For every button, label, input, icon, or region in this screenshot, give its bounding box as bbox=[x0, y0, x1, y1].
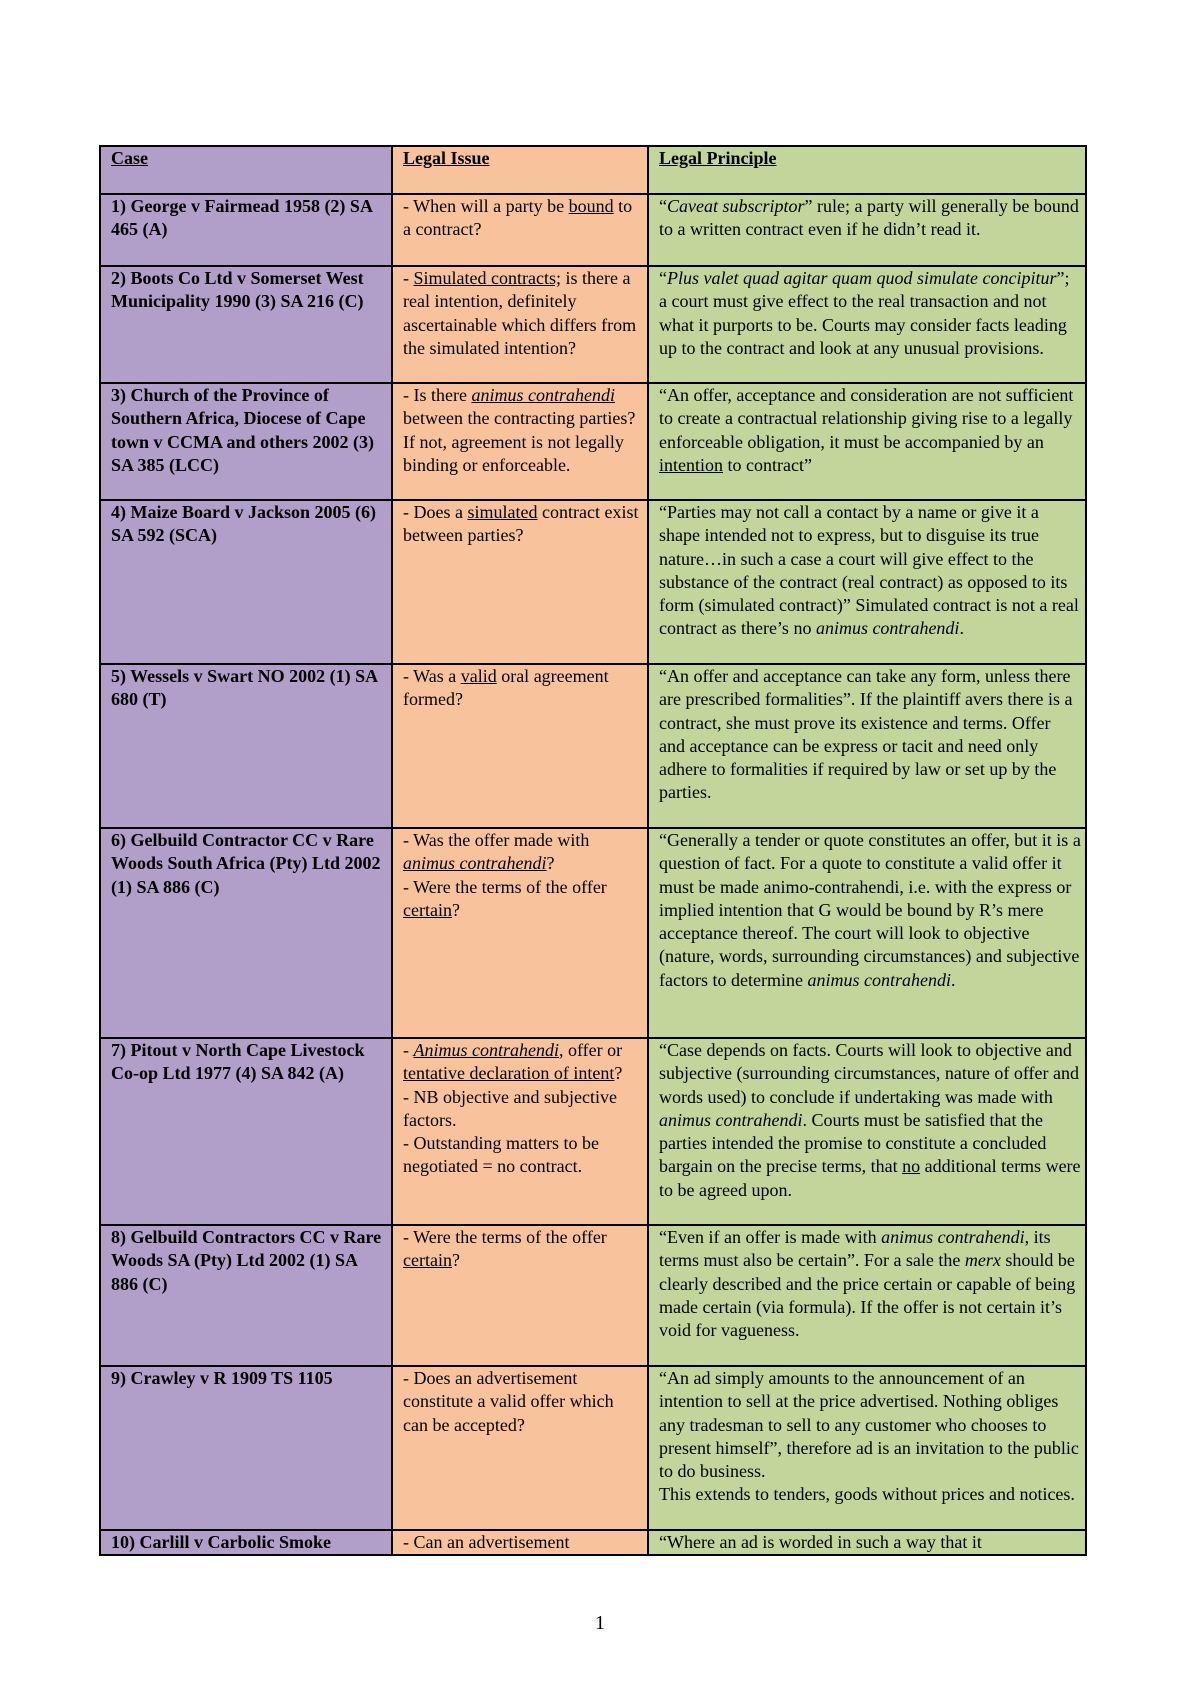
text-run: valid bbox=[460, 666, 497, 686]
text-run: bound bbox=[568, 196, 614, 216]
table-row bbox=[100, 664, 1086, 828]
issue-paragraph bbox=[403, 1531, 643, 1554]
table-row bbox=[100, 1225, 1086, 1366]
text-run: “An ad simply amounts to the announcement of an intention to sell at the price advertised. Nothing obliges any tradesman to sell to any customer who chooses to present himself”, therefore ad is an invitation to the public to do business. bbox=[659, 1368, 1079, 1482]
legal-principle bbox=[648, 828, 1086, 1038]
text-run: no bbox=[902, 1156, 921, 1177]
text-run: animus contrahendi bbox=[815, 618, 960, 639]
text-run: . bbox=[950, 969, 956, 990]
text-run: “An offer and acceptance can take any form, unless there are prescribed formalities”. If the plaintiff avers there is a contract, she must prove its existence and terms. Offer and acceptance can be express or tacit and need only adhere to formalities if required by law or set up by the parties. bbox=[659, 666, 1073, 803]
text-run: intention bbox=[659, 454, 723, 475]
text-run: Simulated contracts; bbox=[413, 268, 561, 288]
text-run: - bbox=[403, 1040, 414, 1060]
text-run: - Can an advertisement bbox=[403, 1532, 570, 1552]
text-run: oral agreement formed? bbox=[403, 666, 609, 710]
legal-principle bbox=[648, 266, 1086, 383]
text-run: ? bbox=[451, 899, 460, 920]
text-run: , its terms must also be certain”. For a sale the bbox=[659, 1227, 1051, 1271]
table-row bbox=[100, 266, 1086, 383]
text-run: merx bbox=[964, 1250, 1001, 1271]
text-run: to a contract? bbox=[403, 196, 633, 240]
header-row bbox=[100, 146, 1086, 194]
text-run: to contract” bbox=[723, 454, 812, 475]
text-run: “ bbox=[659, 196, 667, 216]
text-run: - Were the terms of the offer bbox=[403, 1227, 607, 1247]
text-run: contract exist between parties? bbox=[403, 502, 639, 546]
table-row bbox=[100, 1366, 1086, 1530]
principle-paragraph bbox=[659, 384, 1081, 477]
text-run: ? bbox=[451, 1250, 460, 1271]
text-run: is there a real intention, definitely ascertainable which differs from the simulated intention? bbox=[403, 268, 637, 358]
text-run: - bbox=[403, 268, 414, 288]
text-run: “An offer, acceptance and consideration are not sufficient to create a contractual relationship giving rise to a legally enforceable obligation, it must be accompanied by an bbox=[659, 385, 1074, 452]
case-name: 7) Pitout v North Cape Livestock Co-op Ltd 1977 (4) SA 842 (A) bbox=[100, 1038, 392, 1225]
legal-principle bbox=[648, 1366, 1086, 1530]
table-row bbox=[100, 828, 1086, 1038]
case-name: 6) Gelbuild Contractor CC v Rare Woods South Africa (Pty) Ltd 2002 (1) SA 886 (C) bbox=[100, 828, 392, 1038]
legal-principle bbox=[648, 500, 1086, 664]
text-run: Plus valet quad agitar quam quod simulate concipitur bbox=[667, 268, 1057, 288]
text-run: simulated bbox=[467, 502, 538, 522]
text-run: “Case depends on facts. Courts will look to objective and subjective (surrounding circumstances, nature of offer and words used) to conclude if undertaking was made with bbox=[659, 1040, 1080, 1107]
text-run: certain bbox=[403, 899, 452, 920]
case-table bbox=[99, 145, 1087, 1556]
issue-paragraph bbox=[403, 1039, 643, 1086]
case-name: 2) Boots Co Ltd v Somerset West Municipality 1990 (3) SA 216 (C) bbox=[100, 266, 392, 383]
text-run: - Is there bbox=[403, 385, 472, 405]
case-name: 4) Maize Board v Jackson 2005 (6) SA 592 (SCA) bbox=[100, 500, 392, 664]
text-run: . bbox=[959, 618, 964, 639]
issue-paragraph bbox=[403, 384, 643, 477]
legal-principle bbox=[648, 194, 1086, 266]
issue-paragraph bbox=[403, 195, 643, 242]
text-run: - NB objective and subjective factors. bbox=[403, 1086, 617, 1130]
text-run: animus contrahendi bbox=[403, 853, 547, 874]
principle-paragraph bbox=[659, 501, 1081, 641]
header-case: Case bbox=[100, 146, 392, 194]
issue-paragraph bbox=[403, 1086, 643, 1133]
text-run: This extends to tenders, goods without prices and notices. bbox=[659, 1484, 1075, 1505]
text-run: “ bbox=[659, 268, 667, 288]
legal-issue bbox=[392, 828, 648, 1038]
text-run: ”; a court must give effect to the real transaction and not what it purports to be. Courts may consider facts leading up to the contract and look at any unusual provisions. bbox=[659, 268, 1070, 358]
text-run: animus contrahendi bbox=[881, 1227, 1025, 1247]
issue-paragraph bbox=[403, 1367, 643, 1437]
legal-issue bbox=[392, 1366, 648, 1530]
legal-principle bbox=[648, 1530, 1086, 1555]
legal-issue bbox=[392, 1225, 648, 1366]
legal-issue bbox=[392, 383, 648, 500]
text-run: additional terms were to be agreed upon. bbox=[659, 1156, 1081, 1200]
text-run: “Generally a tender or quote constitutes an offer, but it is a question of fact. For a quote to constitute a valid offer it must be made animo-contrahendi, i.e. with the express or implied intention that G would be bound by R’s mere acceptance thereof. The court will look to objective (nature, words, surrounding circumstances) and subjective factors to determine bbox=[659, 830, 1081, 990]
table-row bbox=[100, 1530, 1086, 1555]
text-run: “Parties may not call a contact by a name or give it a shape intended not to express, but to disguise its true nature…in such a case a court will give effect to the substance of the contract (real contract) as opposed to its form (simulated contract)” Simulated contract is not a real contract as there’s no bbox=[659, 502, 1079, 639]
text-run: ? bbox=[546, 853, 555, 874]
table-row bbox=[100, 1038, 1086, 1225]
principle-paragraph bbox=[659, 1226, 1081, 1342]
legal-issue bbox=[392, 500, 648, 664]
issue-paragraph bbox=[403, 267, 643, 360]
text-run: ? bbox=[614, 1063, 623, 1084]
legal-issue bbox=[392, 1038, 648, 1225]
issue-paragraph bbox=[403, 1226, 643, 1273]
table-row bbox=[100, 383, 1086, 500]
text-run: animus contrahendi bbox=[471, 385, 615, 405]
legal-principle bbox=[648, 664, 1086, 828]
issue-paragraph bbox=[403, 665, 643, 712]
text-run: - Does a bbox=[403, 502, 468, 522]
text-run: - Does an advertisement constitute a valid offer which can be accepted? bbox=[403, 1368, 614, 1435]
table-row bbox=[100, 500, 1086, 664]
legal-issue bbox=[392, 266, 648, 383]
text-run: “Even if an offer is made with bbox=[659, 1227, 882, 1247]
text-run: certain bbox=[403, 1250, 452, 1271]
case-name: 9) Crawley v R 1909 TS 1105 bbox=[100, 1366, 392, 1530]
issue-paragraph bbox=[403, 829, 643, 876]
page-number: 1 bbox=[595, 1612, 605, 1634]
text-run: “Where an ad is worded in such a way that it bbox=[659, 1532, 982, 1552]
principle-paragraph bbox=[659, 195, 1081, 242]
issue-paragraph bbox=[403, 1132, 643, 1179]
text-run: - Was the offer made with bbox=[403, 830, 590, 850]
text-run: between the contracting parties? If not, agreement is not legally binding or enforceable. bbox=[403, 408, 636, 475]
text-run: animus contrahendi bbox=[807, 969, 951, 990]
case-name: 8) Gelbuild Contractors CC v Rare Woods SA (Pty) Ltd 2002 (1) SA 886 (C) bbox=[100, 1225, 392, 1366]
principle-paragraph bbox=[659, 1531, 1081, 1554]
header-legal-issue: Legal Issue bbox=[392, 146, 648, 194]
principle-paragraph bbox=[659, 665, 1081, 805]
table-row bbox=[100, 194, 1086, 266]
text-run: tentative declaration of intent bbox=[403, 1063, 615, 1084]
text-run: ” rule; a party will generally be bound to a written contract even if he didn’t read it. bbox=[659, 196, 1079, 240]
case-name: 1) George v Fairmead 1958 (2) SA 465 (A) bbox=[100, 194, 392, 266]
legal-issue bbox=[392, 664, 648, 828]
legal-principle bbox=[648, 1038, 1086, 1225]
legal-principle bbox=[648, 1225, 1086, 1366]
header-legal-principle: Legal Principle bbox=[648, 146, 1086, 194]
principle-paragraph bbox=[659, 1367, 1081, 1483]
text-run: animus contrahendi bbox=[659, 1109, 803, 1130]
issue-paragraph bbox=[403, 501, 643, 548]
legal-issue bbox=[392, 194, 648, 266]
legal-principle bbox=[648, 383, 1086, 500]
principle-paragraph bbox=[659, 1483, 1081, 1506]
text-run: - Were the terms of the offer bbox=[403, 876, 607, 897]
text-run: . Courts must be satisfied that the parties intended the promise to constitute a concluded bargain on the precise terms, that bbox=[659, 1109, 1047, 1177]
text-run: should be clearly described and the price certain or capable of being made certain (via formula). If the offer is not certain it’s void for vagueness. bbox=[659, 1250, 1076, 1341]
text-run: - Outstanding matters to be negotiated = no contract. bbox=[403, 1133, 599, 1177]
principle-paragraph bbox=[659, 829, 1081, 992]
case-name: 10) Carlill v Carbolic Smoke bbox=[100, 1530, 392, 1555]
text-run: , offer or bbox=[559, 1040, 623, 1060]
case-name: 5) Wessels v Swart NO 2002 (1) SA 680 (T) bbox=[100, 664, 392, 828]
legal-issue bbox=[392, 1530, 648, 1555]
text-run: Caveat subscriptor bbox=[667, 196, 805, 216]
text-run: - When will a party be bbox=[403, 196, 569, 216]
principle-paragraph bbox=[659, 1039, 1081, 1202]
principle-paragraph bbox=[659, 267, 1081, 360]
issue-paragraph bbox=[403, 876, 643, 923]
text-run: Animus contrahendi bbox=[413, 1040, 559, 1060]
case-name: 3) Church of the Province of Southern Africa, Diocese of Cape town v CCMA and others 2002 (3) SA 385 (LCC) bbox=[100, 383, 392, 500]
text-run: - Was a bbox=[403, 666, 461, 686]
